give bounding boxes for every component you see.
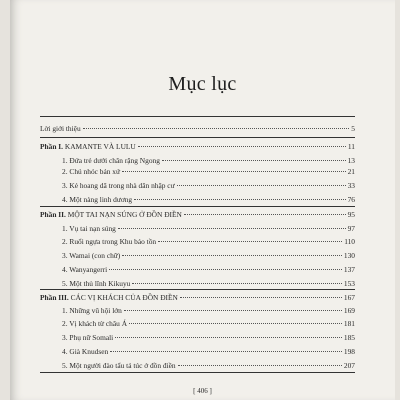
section-page: 167 (343, 293, 355, 302)
section-name: MỘT TAI NẠN SÚNG Ở ĐỒN ĐIỀN (67, 210, 182, 219)
toc-section-2 (40, 210, 355, 219)
top-rule (40, 116, 355, 117)
toc-entry (62, 195, 355, 204)
toc-entry (62, 361, 355, 370)
dot-leader (115, 337, 342, 338)
toc-entry-page: 198 (343, 347, 355, 356)
toc-entry-page: 130 (343, 251, 355, 260)
toc-entry-label: 1. Vụ tai nạn súng (62, 224, 116, 233)
section-page: 11 (347, 142, 355, 151)
toc-entry-page: 76 (347, 195, 355, 204)
toc-entry-page: 137 (343, 265, 355, 274)
section-page: 95 (347, 210, 355, 219)
dot-leader (184, 214, 346, 215)
toc-entry (62, 224, 355, 233)
dot-leader (180, 297, 342, 298)
toc-entry-page: 153 (343, 279, 355, 288)
toc-entry-label: 1. Những vũ hội lớn (62, 306, 122, 315)
toc-entry (62, 319, 355, 328)
toc-entry-label: 4. Một nàng linh dương (62, 195, 133, 204)
dot-leader (134, 199, 345, 200)
toc-entry-page: 13 (347, 156, 355, 165)
toc-entry (62, 251, 355, 260)
toc-entry-page: 207 (343, 361, 355, 370)
toc-entry-page: 5 (351, 124, 355, 133)
toc-entry (62, 333, 355, 342)
dot-leader (129, 323, 342, 324)
toc-entry-label: 2. Ruổi ngựa trong Khu bảo tồn (62, 237, 157, 246)
toc-entry (62, 306, 355, 315)
dot-leader (109, 269, 342, 270)
dot-leader (138, 146, 346, 147)
dot-leader (110, 351, 342, 352)
toc-entry (62, 167, 355, 176)
toc-entry-label: 4. Wanyangerri (62, 265, 108, 274)
dot-leader (124, 310, 342, 311)
section-rule (40, 137, 355, 138)
toc-entry-page: 110 (344, 237, 355, 246)
toc-entry-label: 3. Phụ nữ Somali (62, 333, 114, 342)
dot-leader (122, 255, 342, 256)
toc-entry (62, 237, 355, 246)
section-part: Phần I. (40, 142, 64, 151)
toc-entry-intro (40, 124, 355, 133)
book-page (10, 0, 395, 400)
toc-entry-label: 5. Một thủ lĩnh Kikuyu (62, 279, 131, 288)
toc-entry-page: 21 (347, 167, 355, 176)
dot-leader (178, 365, 342, 366)
toc-entry-label: 3. Kẻ hoang dã trong nhà dân nhập cư (62, 181, 175, 190)
toc-entry-label: 1. Đứa trẻ dưới chân rặng Ngong (62, 156, 160, 165)
toc-entry-label: 2. Chú nhóc bản xứ (62, 167, 120, 176)
toc-entry (62, 156, 355, 165)
toc-entry (62, 265, 355, 274)
bottom-rule (40, 372, 355, 373)
dot-leader (118, 228, 346, 229)
toc-entry-page: 185 (343, 333, 355, 342)
toc-entry-label: 4. Già Knudsen (62, 347, 109, 356)
page-title: Mục lục (168, 73, 237, 95)
section-part: Phần II. (40, 210, 66, 219)
dot-leader (83, 128, 350, 129)
toc-entry-label: 3. Wamai (con chữ) (62, 251, 121, 260)
section-rule (40, 289, 355, 290)
dot-leader (132, 283, 342, 284)
toc-entry-page: 181 (343, 319, 355, 328)
page-number: [ 406 ] (193, 387, 212, 395)
toc-entry-page: 33 (347, 181, 355, 190)
toc-section-1 (40, 142, 355, 151)
dot-leader (158, 241, 342, 242)
section-rule (40, 206, 355, 207)
toc-entry-page: 169 (343, 306, 355, 315)
dot-leader (177, 185, 346, 186)
toc-entry (62, 279, 355, 288)
dot-leader (162, 160, 346, 161)
toc-entry (62, 181, 355, 190)
toc-entry-page: 97 (347, 224, 355, 233)
toc-entry-label: 2. Vị khách từ châu Á (62, 319, 128, 328)
section-name: CÁC VỊ KHÁCH CỦA ĐỒN ĐIỀN (70, 293, 178, 302)
dot-leader (122, 171, 346, 172)
toc-entry-label: 5. Một người đào tẩu tá túc ở đồn điền (62, 361, 176, 370)
section-name: KAMANTE VÀ LULU (64, 142, 136, 151)
section-part: Phần III. (40, 293, 69, 302)
toc-entry (62, 347, 355, 356)
toc-entry-label: Lời giới thiệu (40, 124, 81, 133)
toc-section-3 (40, 293, 355, 302)
